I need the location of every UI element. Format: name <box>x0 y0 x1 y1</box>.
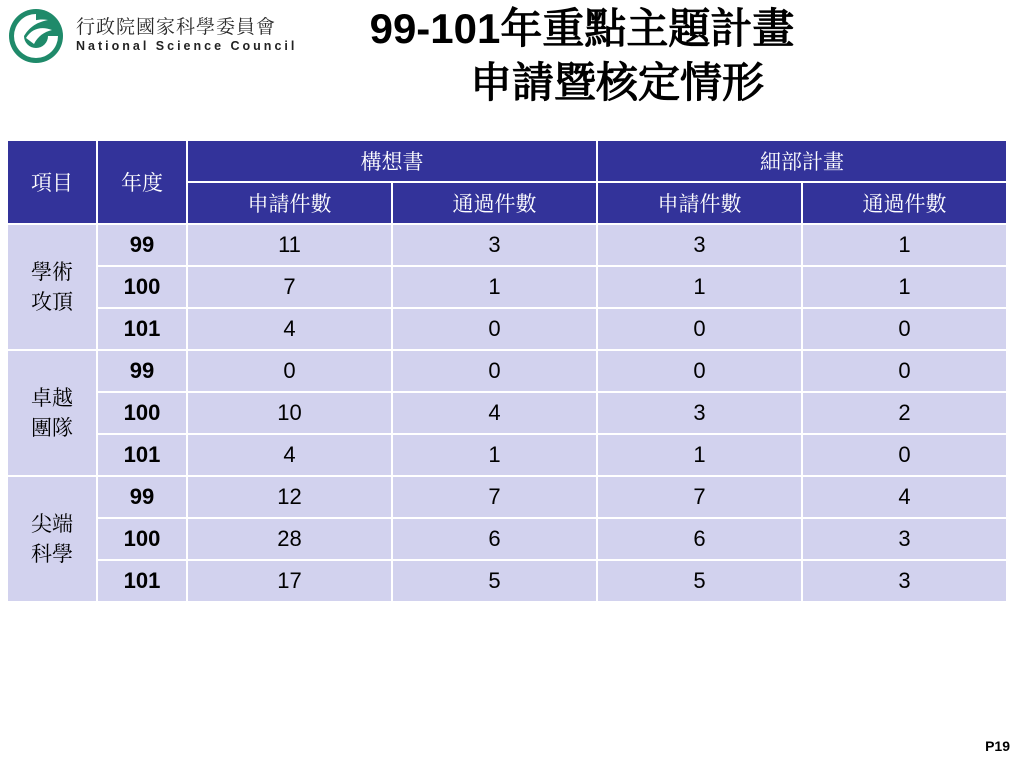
concept-applied-cell: 4 <box>187 434 392 476</box>
table-row <box>7 392 1007 434</box>
page-number: P19 <box>985 738 1010 754</box>
year-cell: 99 <box>97 476 187 518</box>
concept-approved-cell: 3 <box>392 224 597 266</box>
title-line-1 <box>0 2 1024 56</box>
concept-approved-cell: 7 <box>392 476 597 518</box>
category-label-line: 團隊 <box>31 416 73 440</box>
header-concept-applied: 申請件數 <box>187 182 392 224</box>
category-cell <box>7 224 97 350</box>
detail-approved-cell: 1 <box>802 224 1007 266</box>
detail-applied-cell: 0 <box>597 308 802 350</box>
concept-applied-cell: 17 <box>187 560 392 602</box>
detail-applied-cell: 1 <box>597 266 802 308</box>
header-detail-applied: 申請件數 <box>597 182 802 224</box>
table-body <box>7 224 1007 602</box>
header-year: 年度 <box>97 140 187 224</box>
table-row <box>7 266 1007 308</box>
header-item: 項目 <box>7 140 97 224</box>
year-cell: 101 <box>97 308 187 350</box>
concept-approved-cell: 0 <box>392 350 597 392</box>
concept-approved-cell: 6 <box>392 518 597 560</box>
concept-approved-cell: 1 <box>392 266 597 308</box>
logo-english-name: National Science Council <box>76 39 298 53</box>
category-cell <box>7 350 97 476</box>
category-label-line: 科學 <box>31 542 73 566</box>
table-row <box>7 224 1007 266</box>
table-row <box>7 350 1007 392</box>
header-concept-proposal: 構想書 <box>187 140 597 182</box>
page-title <box>0 2 1024 110</box>
category-label-line: 學術 <box>31 260 73 284</box>
concept-applied-cell: 12 <box>187 476 392 518</box>
table-row <box>7 560 1007 602</box>
category-label-line: 尖端 <box>31 512 73 536</box>
detail-applied-cell: 5 <box>597 560 802 602</box>
table-row <box>7 476 1007 518</box>
detail-approved-cell: 4 <box>802 476 1007 518</box>
header-detailed-plan: 細部計畫 <box>597 140 1007 182</box>
table-row <box>7 308 1007 350</box>
concept-applied-cell: 28 <box>187 518 392 560</box>
concept-applied-cell: 11 <box>187 224 392 266</box>
logo-chinese-name: 行政院國家科學委員會 <box>76 16 277 38</box>
concept-applied-cell: 0 <box>187 350 392 392</box>
category-label-line: 卓越 <box>31 386 73 410</box>
detail-approved-cell: 3 <box>802 518 1007 560</box>
year-cell: 101 <box>97 434 187 476</box>
detail-applied-cell: 1 <box>597 434 802 476</box>
detail-approved-cell: 0 <box>802 308 1007 350</box>
concept-approved-cell: 5 <box>392 560 597 602</box>
table-row <box>7 518 1007 560</box>
detail-applied-cell: 0 <box>597 350 802 392</box>
header-detail-approved: 通過件數 <box>802 182 1007 224</box>
detail-approved-cell: 1 <box>802 266 1007 308</box>
detail-applied-cell: 7 <box>597 476 802 518</box>
table-header <box>7 140 1007 224</box>
year-cell: 99 <box>97 350 187 392</box>
detail-applied-cell: 3 <box>597 224 802 266</box>
detail-approved-cell: 3 <box>802 560 1007 602</box>
year-cell: 100 <box>97 392 187 434</box>
detail-approved-cell: 0 <box>802 434 1007 476</box>
detail-applied-cell: 6 <box>597 518 802 560</box>
concept-applied-cell: 7 <box>187 266 392 308</box>
concept-approved-cell: 4 <box>392 392 597 434</box>
concept-approved-cell: 1 <box>392 434 597 476</box>
detail-approved-cell: 2 <box>802 392 1007 434</box>
category-cell <box>7 476 97 602</box>
table-row <box>7 434 1007 476</box>
year-cell: 101 <box>97 560 187 602</box>
title-line-1-text: 年重點主題計畫 <box>500 4 795 53</box>
category-label-line: 攻頂 <box>31 290 73 314</box>
application-table <box>6 139 1008 603</box>
year-cell: 100 <box>97 266 187 308</box>
header-concept-approved: 通過件數 <box>392 182 597 224</box>
concept-applied-cell: 4 <box>187 308 392 350</box>
title-years: 99-101 <box>369 5 501 52</box>
year-cell: 100 <box>97 518 187 560</box>
title-line-2: 申請暨核定情形 <box>469 58 764 107</box>
year-cell: 99 <box>97 224 187 266</box>
detail-applied-cell: 3 <box>597 392 802 434</box>
concept-approved-cell: 0 <box>392 308 597 350</box>
detail-approved-cell: 0 <box>802 350 1007 392</box>
concept-applied-cell: 10 <box>187 392 392 434</box>
